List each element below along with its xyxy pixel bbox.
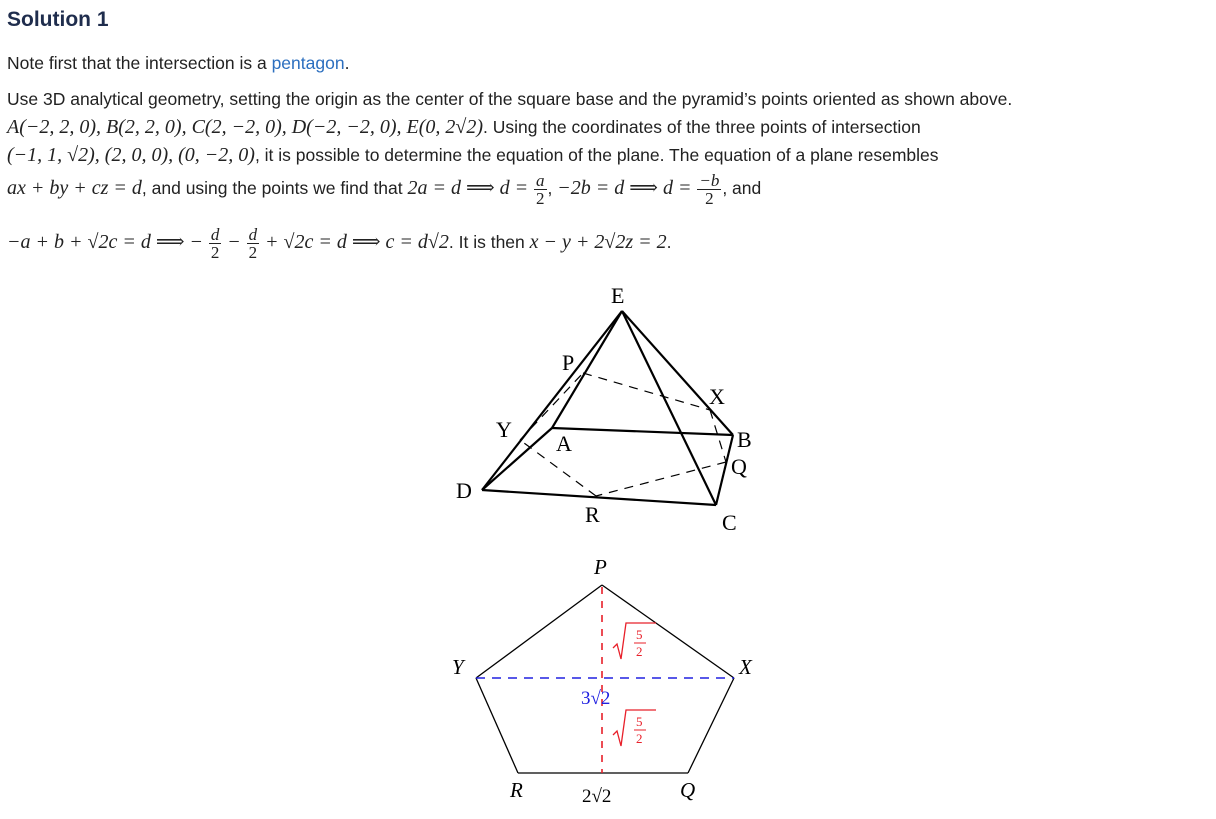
plane-equation-math: ax + by + cz = d xyxy=(7,177,142,200)
pentagon-label-P: P xyxy=(594,555,607,579)
paragraph-text: , it is possible to determine the equation of the plane. The equation of a plane resembles xyxy=(254,145,939,165)
fraction-numerator: d xyxy=(248,225,258,244)
label-Q: Q xyxy=(731,454,747,479)
lower-height-label xyxy=(613,710,656,746)
pentagon-edge-YR xyxy=(476,678,518,773)
fraction-numerator: −b xyxy=(699,171,720,190)
intro-text: Note first that the intersection is a xyxy=(7,53,272,73)
fraction-denominator: 2 xyxy=(210,243,220,262)
pentagon-edge-PY xyxy=(476,585,602,678)
label-A: A xyxy=(556,431,572,456)
pentagon-edge-XQ xyxy=(688,678,734,773)
label-B: B xyxy=(737,427,752,452)
paragraph-text: , xyxy=(547,178,553,199)
math-expression: + √2c = d ⟹ c = d√2 xyxy=(265,231,449,254)
math-expression: − xyxy=(227,231,241,254)
pentagon-label-R: R xyxy=(510,778,523,802)
width-label: 3√2 xyxy=(581,688,611,709)
label-C: C xyxy=(722,510,737,535)
label-X: X xyxy=(709,384,725,409)
label-Y: Y xyxy=(496,417,512,442)
math-expression: 2a = d ⟹ d = xyxy=(407,177,529,200)
label-D: D xyxy=(456,478,472,503)
pentagon-label-X: X xyxy=(739,655,752,679)
fraction-numerator: 5 xyxy=(636,714,643,729)
label-R: R xyxy=(585,502,600,527)
fraction-denominator: 2 xyxy=(248,243,258,262)
fraction-numerator: 5 xyxy=(636,627,643,642)
coordinates-math: A(−2, 2, 0), B(2, 2, 0), C(2, −2, 0), D(−2, −2, 0), E(0, 2√2) xyxy=(7,116,483,138)
paragraph-text: , and using the points we find that xyxy=(141,178,408,199)
math-expression: −2b = d ⟹ d = xyxy=(557,177,692,200)
fraction-denominator: 2 xyxy=(636,731,643,746)
pentagon-edge-PX xyxy=(602,585,734,678)
radical-sign xyxy=(613,710,656,746)
paragraph-text: . It is then xyxy=(448,232,530,253)
paragraph-text: , and xyxy=(722,178,762,199)
fraction-numerator: a xyxy=(536,171,545,190)
paragraph-text: Use 3D analytical geometry, setting the origin as the center of the square base and the pyramid’s points oriented as shown above. xyxy=(7,89,1013,109)
pentagon-link[interactable]: pentagon xyxy=(271,53,345,73)
intro-period: . xyxy=(344,53,350,73)
paragraph-text: . Using the coordinates of the three points of intersection xyxy=(483,117,921,137)
final-plane-equation: x − y + 2√2z = 2 xyxy=(529,231,667,254)
page-title: Solution 1 xyxy=(7,8,109,31)
label-P: P xyxy=(562,350,575,375)
fraction-denominator: 2 xyxy=(697,189,721,207)
paragraph-text: . xyxy=(666,232,672,253)
pentagon-label-Y: Y xyxy=(452,655,464,679)
pentagon-edges xyxy=(476,585,734,773)
fraction-numerator: d xyxy=(210,225,220,244)
pentagon-label-Q: Q xyxy=(680,778,696,802)
upper-height-label xyxy=(613,623,656,659)
math-expression: −a + b + √2c = d ⟹ − xyxy=(7,231,204,254)
radical-sign xyxy=(613,623,656,659)
fraction-denominator: 2 xyxy=(536,189,545,208)
fraction-denominator: 2 xyxy=(636,644,643,659)
label-E: E xyxy=(611,283,625,308)
base-label: 2√2 xyxy=(582,786,612,807)
intersection-points-math: (−1, 1, √2), (2, 0, 0), (0, −2, 0) xyxy=(7,144,255,166)
